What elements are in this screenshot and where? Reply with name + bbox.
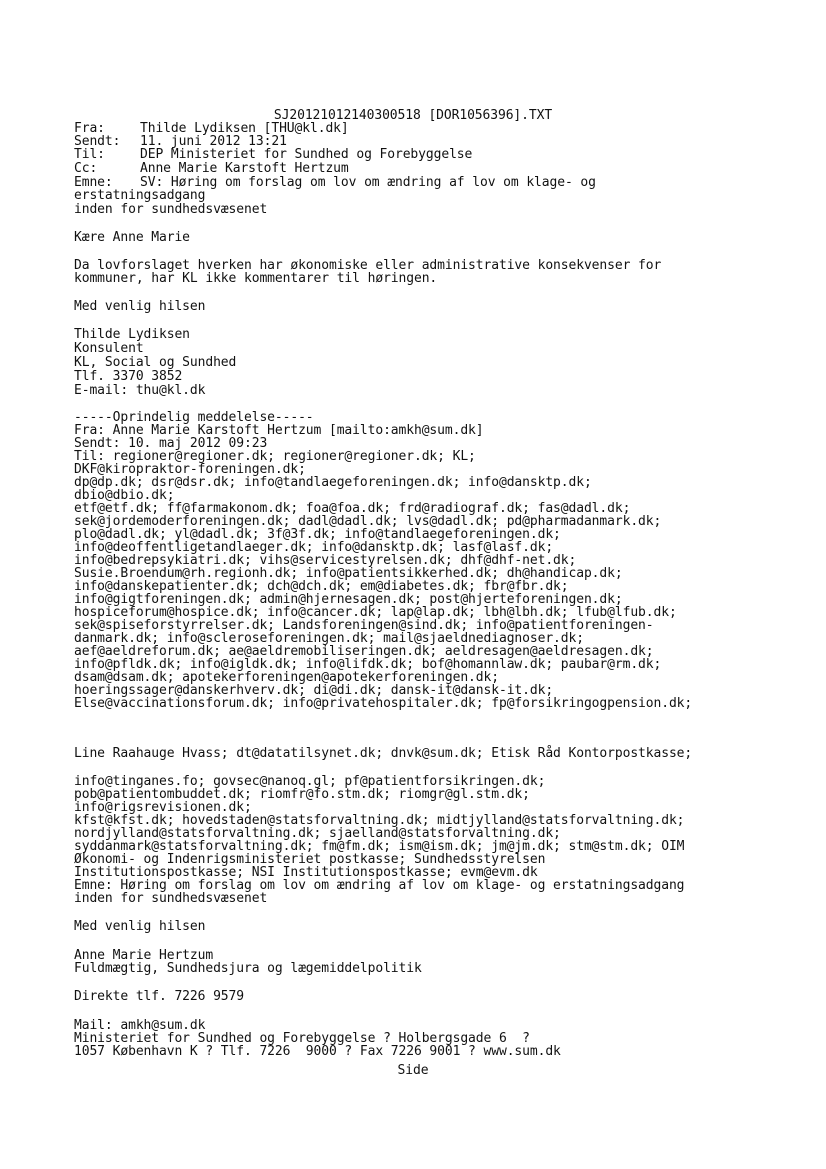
original-line: info@deoffentligetandlaeger.dk; info@dansktp.dk; lasf@lasf.dk; xyxy=(74,540,554,555)
footer-line: Mail: amkh@sum.dk xyxy=(74,1018,206,1033)
header-to xyxy=(74,149,472,161)
closing: Med venlig hilsen xyxy=(74,919,206,934)
footer-line: 1057 København K ? Tlf. 7226 9000 ? Fax 7226 9001 ? www.sum.dk xyxy=(74,1044,561,1059)
recipient-line: Økonomi- og Indenrigsministeriet postkasse; Sundhedsstyrelsen xyxy=(74,852,546,867)
body-line: Da lovforslaget hverken har økonomiske eller administrative konsekvenser for xyxy=(74,258,662,273)
original-line: danmark.dk; info@scleroseforeningen.dk; mail@sjaeldnediagnoser.dk; xyxy=(74,631,584,646)
direct-phone: Direkte tlf. 7226 9579 xyxy=(74,989,244,1004)
original-line: Fra: Anne Marie Karstoft Hertzum [mailto:amkh@sum.dk] xyxy=(74,423,484,438)
original-line: Else@vaccinationsforum.dk; info@privatehospitaler.dk; fp@forsikringogpension.dk; xyxy=(74,696,693,711)
header-value: Anne Marie Karstoft Hertzum xyxy=(140,161,349,176)
original-line: -----Oprindelig meddelelse----- xyxy=(74,410,314,425)
signature-line: Thilde Lydiksen xyxy=(74,327,190,342)
signature-line: Anne Marie Hertzum xyxy=(74,948,214,963)
original-line: Sendt: 10. maj 2012 09:23 xyxy=(74,436,268,451)
original-line: Til: regioner@regioner.dk; regioner@regioner.dk; KL; xyxy=(74,449,476,464)
signature-line: KL, Social og Sundhed xyxy=(74,355,237,370)
document-filename: SJ20121012140300518 [DOR1056396].TXT xyxy=(273,108,553,123)
closing: Med venlig hilsen xyxy=(74,299,206,314)
recipient-line: pob@patientombuddet.dk; riomfr@fo.stm.dk; riomgr@gl.stm.dk; xyxy=(74,787,530,802)
footer-line: Ministeriet for Sundhed og Forebyggelse ? Holbergsgade 6 ? xyxy=(74,1031,530,1046)
recipient-line: info@rigsrevisionen.dk; xyxy=(74,800,252,815)
recipient-line: info@tinganes.fo; govsec@nanoq.gl; pf@patientforsikringen.dk; xyxy=(74,774,546,789)
original-line: hoeringssager@danskerhverv.dk; di@di.dk; dansk-it@dansk-it.dk; xyxy=(74,683,554,698)
original-line: dp@dp.dk; dsr@dsr.dk; info@tandlaegeforeningen.dk; info@dansktp.dk; xyxy=(74,475,592,490)
original-line: DKF@kiropraktor-foreningen.dk; xyxy=(74,462,306,477)
original-line: info@gigtforeningen.dk; admin@hjernesagen.dk; post@hjerteforeningen.dk; xyxy=(74,592,623,607)
greeting: Kære Anne Marie xyxy=(74,230,190,245)
original-line: hospiceforum@hospice.dk; info@cancer.dk; lap@lap.dk; lbh@lbh.dk; lfub@lfub.dk; xyxy=(74,605,677,620)
original-line: Susie.Broendum@rh.regionh.dk; info@patientsikkerhed.dk; dh@handicap.dk; xyxy=(74,566,623,581)
page-label: Side xyxy=(397,1063,429,1078)
original-line: etf@etf.dk; ff@farmakonom.dk; foa@foa.dk; frd@radiograf.dk; fas@dadl.dk; xyxy=(74,501,631,516)
header-label: Emne: xyxy=(74,175,113,190)
header-value: Thilde Lydiksen [THU@kl.dk] xyxy=(140,121,349,136)
header-label: Cc: xyxy=(74,161,98,176)
original-line: info@danskepatienter.dk; dch@dch.dk; em@diabetes.dk; fbr@fbr.dk; xyxy=(74,579,569,594)
original-line: info@pfldk.dk; info@igldk.dk; info@lifdk.dk; bof@homannlaw.dk; paubar@rm.dk; xyxy=(74,657,662,672)
original-line: dsam@dsam.dk; apotekerforeningen@apotekerforeningen.dk; xyxy=(74,670,499,685)
header-value: SV: Høring om forslag om lov om ændring af lov om klage- og xyxy=(140,175,596,190)
recipient-line: nordjylland@statsforvaltning.dk; sjaelland@statsforvaltning.dk; xyxy=(74,826,561,841)
body-line: kommuner, har KL ikke kommentarer til høringen. xyxy=(74,271,438,286)
header-label: Fra: xyxy=(74,121,105,136)
recipient-line: syddanmark@statsforvaltning.dk; fm@fm.dk; ism@ism.dk; jm@jm.dk; stm@stm.dk; OIM xyxy=(74,839,685,854)
header-value: DEP Ministeriet for Sundhed og Forebyggelse xyxy=(140,147,473,162)
recipient-line: Line Raahauge Hvass; dt@datatilsynet.dk; dnvk@sum.dk; Etisk Råd Kontorpostkasse; xyxy=(74,746,693,761)
original-line: sek@jordemoderforeningen.dk; dadl@dadl.dk; lvs@dadl.dk; pd@pharmadanmark.dk; xyxy=(74,514,662,529)
subject-continuation: erstatningsadgang xyxy=(74,188,206,203)
original-line: plo@dadl.dk; yl@dadl.dk; 3f@3f.dk; info@tandlaegeforeningen.dk; xyxy=(74,527,561,542)
header-cc xyxy=(74,163,349,175)
original-line: info@bedrepsykiatri.dk; vihs@servicestyrelsen.dk; dhf@dhf-net.dk; xyxy=(74,553,577,568)
recipient-line: kfst@kfst.dk; hovedstaden@statsforvaltning.dk; midtjylland@statsforvaltning.dk; xyxy=(74,813,685,828)
header-label: Sendt: xyxy=(74,134,121,149)
header-label: Til: xyxy=(74,147,105,162)
original-line: aef@aeldreforum.dk; ae@aeldremobiliseringen.dk; aeldresagen@aeldresagen.dk; xyxy=(74,644,654,659)
recipient-line: Institutionspostkasse; NSI Institutionspostkasse; evm@evm.dk xyxy=(74,865,538,880)
original-line: dbio@dbio.dk; xyxy=(74,488,175,503)
original-line: sek@spiseforstyrrelser.dk; Landsforeningen@sind.dk; info@patientforeningen- xyxy=(74,618,654,633)
subject-line: Emne: Høring om forslag om lov om ændring af lov om klage- og erstatningsadgang xyxy=(74,878,685,893)
subject-line: inden for sundhedsvæsenet xyxy=(74,891,268,906)
signature-line: Konsulent xyxy=(74,341,144,356)
signature-line: Tlf. 3370 3852 xyxy=(74,369,183,384)
signature-line: Fuldmægtig, Sundhedsjura og lægemiddelpolitik xyxy=(74,961,422,976)
header-value: 11. juni 2012 13:21 xyxy=(140,134,287,149)
subject-continuation: inden for sundhedsvæsenet xyxy=(74,202,268,217)
signature-line: E-mail: thu@kl.dk xyxy=(74,383,206,398)
